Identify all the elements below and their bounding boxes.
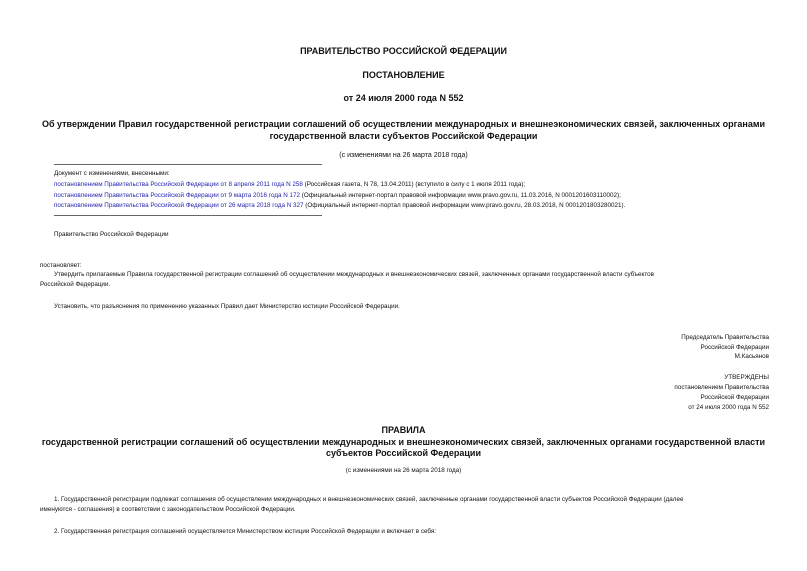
rules-subtitle-line2: субъектов Российской Федерации bbox=[325, 448, 481, 458]
government-line: Правительство Российской Федерации bbox=[54, 231, 169, 238]
document-title-line2: государственной власти субъектов Российской Федерации bbox=[269, 131, 538, 141]
changes-top-divider bbox=[54, 164, 322, 165]
amendment-source-2: (Официальный интернет-портал правовой информации www.pravo.gov.ru, 11.03.2016, N 0001201603110002); bbox=[300, 192, 621, 199]
changes-bottom-divider bbox=[54, 215, 322, 216]
paragraph-2: Установить, что разъяснения по применению указанных Правил дает Министерство юстиции Российской Федерации. bbox=[54, 303, 400, 310]
rules-amendments-note: (с изменениями на 26 марта 2018 года) bbox=[345, 467, 462, 474]
amendment-source-3: (Официальный интернет-портал правовой информации www.pravo.gov.ru, 28.03.2018, N 0001201803280021). bbox=[303, 202, 626, 209]
amendment-source-1: (Российская газета, N 78, 13.04.2011) (вступило в силу с 1 июля 2011 года); bbox=[302, 181, 526, 188]
amendment-link-1[interactable]: постановлением Правительства Российской Федерации от 8 апреля 2011 года N 258 bbox=[54, 181, 303, 188]
amendment-link-3[interactable]: постановлением Правительства Российской Федерации от 26 марта 2018 года N 327 bbox=[54, 202, 304, 209]
signature-name: М.Касьянов bbox=[734, 353, 769, 360]
changes-intro: Документ с изменениями, внесенными: bbox=[54, 170, 170, 177]
rules-title: ПРАВИЛА bbox=[381, 425, 426, 435]
changes-item-2 bbox=[54, 192, 621, 199]
document-type: ПОСТАНОВЛЕНИЕ bbox=[362, 70, 445, 80]
approved-line3: Российской Федерации bbox=[700, 394, 769, 401]
changes-item-3 bbox=[54, 202, 625, 209]
approved-line4: от 24 июля 2000 года N 552 bbox=[688, 404, 769, 411]
paragraph-1-line2: Российской Федерации. bbox=[40, 281, 111, 288]
paragraph-1-line1: Утвердить прилагаемые Правила государственной регистрации соглашений об осуществлении международных и внешнеэкономических связей, заключенных органами государственной власти субъектов bbox=[54, 271, 655, 278]
rule-item-2: 2. Государственная регистрация соглашений осуществляется Министерством юстиции Российской Федерации и включает в себя: bbox=[54, 528, 437, 535]
amendment-link-2[interactable]: постановлением Правительства Российской Федерации от 9 марта 2016 года N 172 bbox=[54, 192, 301, 199]
rules-subtitle-line1: государственной регистрации соглашений об осуществлении международных и внешнеэкономических связей, заключенных органами государственной власти bbox=[41, 437, 766, 447]
government-name: ПРАВИТЕЛЬСТВО РОССИЙСКОЙ ФЕДЕРАЦИИ bbox=[300, 46, 507, 56]
signature-country: Российской Федерации bbox=[700, 344, 769, 351]
document-title-line1: Об утверждении Правил государственной регистрации соглашений об осуществлении международных и внешнеэкономических связей, заключенных органами bbox=[41, 119, 766, 129]
rule-item-1-line1: 1. Государственной регистрации подлежат соглашения об осуществлении международных и внешнеэкономических связей, заключенные органами государственной власти субъектов Российской Федерации (далее bbox=[54, 496, 684, 503]
approved-line2: постановлением Правительства bbox=[674, 384, 769, 391]
rule-item-1-line2: именуются - соглашения) в соответствии с законодательством Российской Федерации. bbox=[40, 506, 296, 513]
amendments-note: (с изменениями на 26 марта 2018 года) bbox=[339, 152, 468, 159]
document-date-number: от 24 июля 2000 года N 552 bbox=[343, 93, 464, 103]
approved-heading: УТВЕРЖДЕНЫ bbox=[724, 374, 769, 381]
resolves-word: постановляет: bbox=[40, 262, 82, 269]
signature-title: Председатель Правительства bbox=[681, 334, 769, 341]
changes-item-1 bbox=[54, 181, 525, 188]
